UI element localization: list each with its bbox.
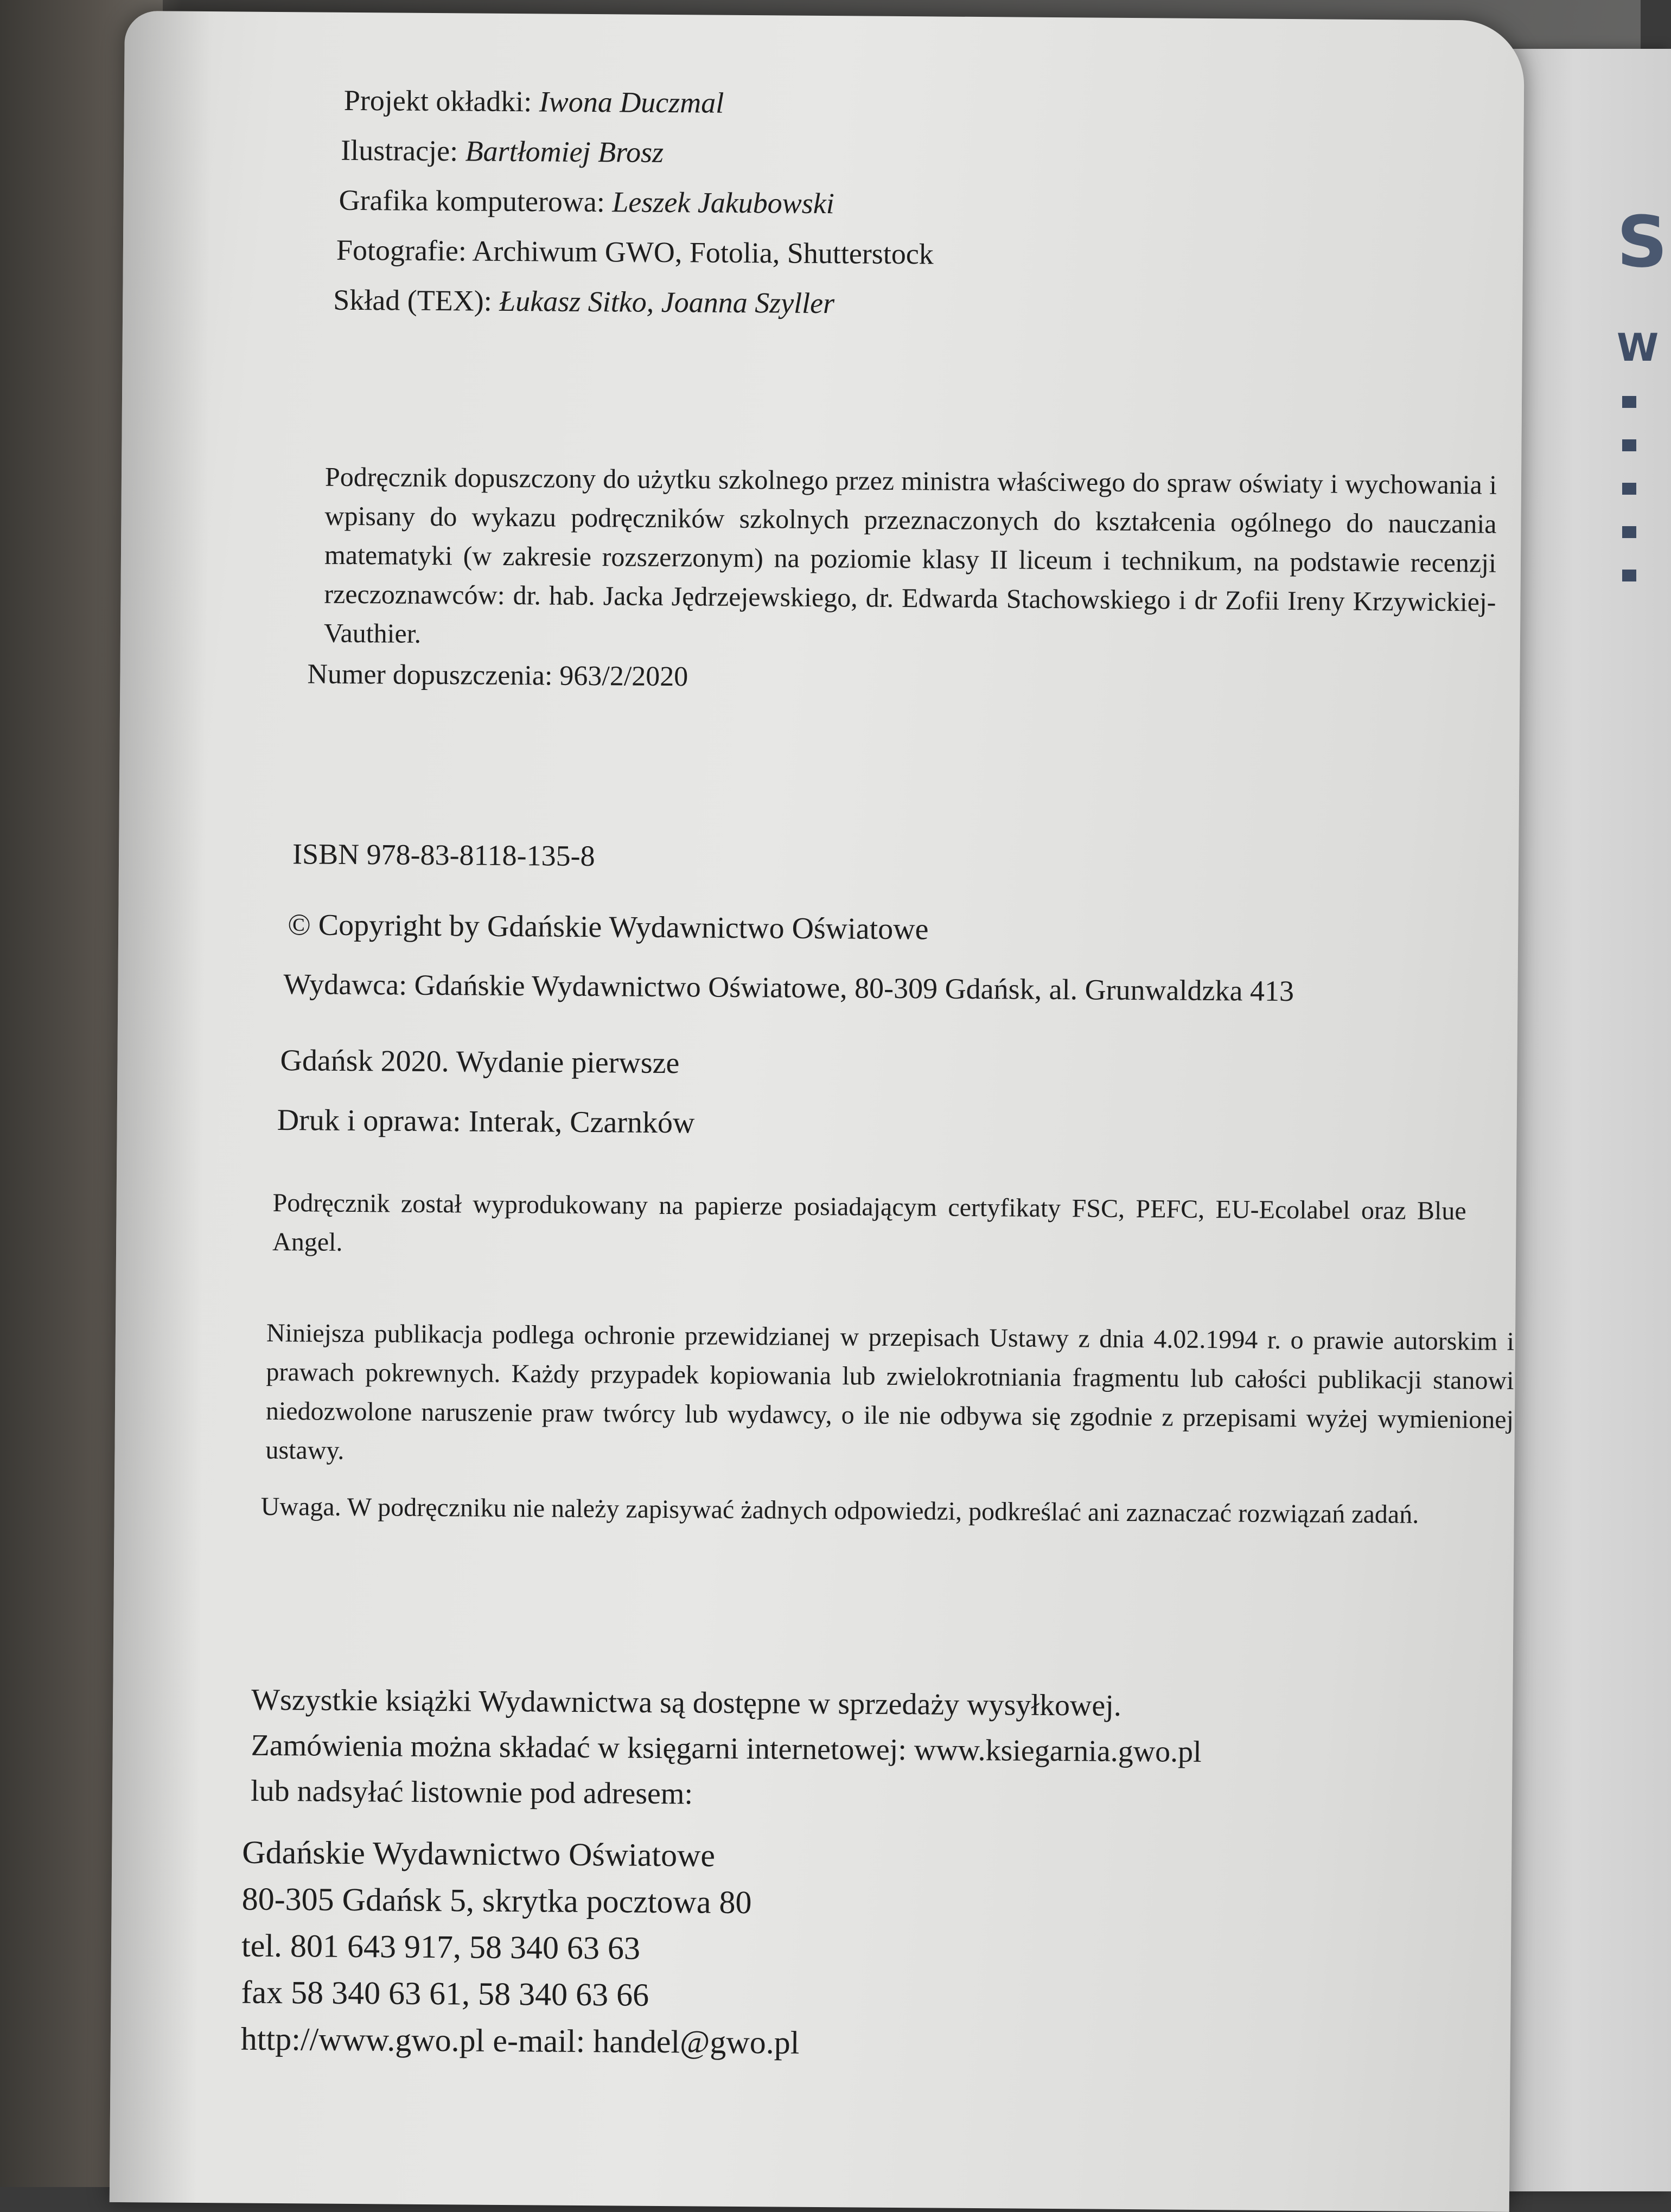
credit-value: Leszek Jakubowski (612, 186, 834, 220)
imprint-content (110, 11, 1525, 2212)
adjacent-page-letter-s: S (1617, 201, 1668, 283)
ordering-line: Wszystkie książki Wydawnictwa są dostępne w sprzedaży wysyłkowej. (251, 1683, 1122, 1723)
credit-photos (336, 233, 934, 272)
credit-value: Iwona Duczmal (539, 85, 724, 119)
adjacent-page-bullet (1622, 483, 1636, 495)
adjacent-page-bullet (1622, 570, 1636, 581)
adjacent-page-bullet (1622, 439, 1636, 451)
address-phone: tel. 801 643 917, 58 340 63 63 (241, 1927, 641, 1966)
credit-label: Ilustracje: (341, 133, 458, 168)
credit-label: Skład (TEX): (333, 283, 492, 317)
edition: Gdańsk 2020. Wydanie pierwsze (280, 1044, 680, 1081)
approval-text: Podręcznik dopuszczony do użytku szkolnego przez ministra właściwego do spraw oświaty i wychowania i wpisany do wykazu podręczników szkolnych przeznaczonych do kształcenia ogólnego do nauczania matematyki (w zakresie rozszerzonym) na poziomie klasy II liceum i technikum, na podstawie recenzji rzeczoznawców: dr. hab. Jacka Jędrzejewskiego, dr. Edwarda Stachowskiego i dr Zofii Ireny Krzywickiej-Vauthier. (323, 461, 1497, 649)
warning-note: Uwaga. W podręczniku nie należy zapisywać żadnych odpowiedzi, podkreślać ani zaznaczać rozwiązań zadań. (260, 1492, 1419, 1529)
credit-graphics (339, 183, 834, 221)
address-fax: fax 58 340 63 61, 58 340 63 66 (241, 1974, 649, 2013)
ordering-line: Zamówienia można składać w księgarni internetowej: www.ksiegarnia.gwo.pl (251, 1728, 1202, 1769)
address-web-email: http://www.gwo.pl e-mail: handel@gwo.pl (240, 2021, 800, 2061)
copyright: © Copyright by Gdańskie Wydawnictwo Oświatowe (288, 908, 929, 947)
ordering-line: lub nadsyłać listownie pod adresem: (250, 1774, 693, 1811)
address-block (241, 1829, 801, 2066)
adjacent-page-letter-w: W (1617, 325, 1659, 370)
credit-value: Archiwum GWO, Fotolia, Shutterstock (472, 234, 934, 271)
isbn: ISBN 978-83-8118-135-8 (292, 838, 595, 873)
address-postal: 80-305 Gdańsk 5, skrytka pocztowa 80 (241, 1881, 752, 1921)
approval-number: Numer dopuszczenia: 963/2/2020 (307, 659, 688, 693)
credit-value: Bartłomiej Brosz (465, 135, 664, 169)
adjacent-page (1508, 49, 1671, 2191)
credit-illustrations (341, 133, 664, 170)
publisher: Wydawca: Gdańskie Wydawnictwo Oświatowe, 80-309 Gdańsk, al. Grunwaldzka 413 (283, 968, 1294, 1008)
legal-note: Niniejsza publikacja podlega ochronie przewidzianej w przepisach Ustawy z dnia 4.02.1994 r. o prawie autorskim i prawach pokrewnych. Każdy przypadek kopiowania lub zwielokrotniania fragmentu lub całości publikacji stanowi niedozwolone naruszenie praw twórcy lub wydawcy, o ile nie odbywa się zgodnie z przepisami wyżej wymienionej ustawy. (265, 1318, 1515, 1465)
credit-typesetting (333, 283, 834, 321)
paper-note: Podręcznik został wyprodukowany na papierze posiadającym certyfikaty FSC, PEFC, EU-Ecolabel oraz Blue Angel. (272, 1188, 1466, 1257)
print-info: Druk i oprawa: Interak, Czarnków (277, 1103, 695, 1140)
address-name: Gdańskie Wydawnictwo Oświatowe (242, 1834, 716, 1874)
credit-value: Łukasz Sitko, Joanna Szyller (499, 284, 835, 320)
adjacent-page-bullet (1622, 526, 1636, 538)
ordering-info (251, 1677, 1202, 1820)
credit-label: Grafika komputerowa: (339, 183, 605, 219)
credit-label: Projekt okładki: (343, 84, 532, 118)
imprint-page (110, 11, 1525, 2212)
credit-label: Fotografie: (336, 233, 467, 267)
credits-list (125, 11, 1525, 320)
adjacent-page-bullet (1622, 396, 1636, 408)
credit-cover (344, 83, 724, 121)
